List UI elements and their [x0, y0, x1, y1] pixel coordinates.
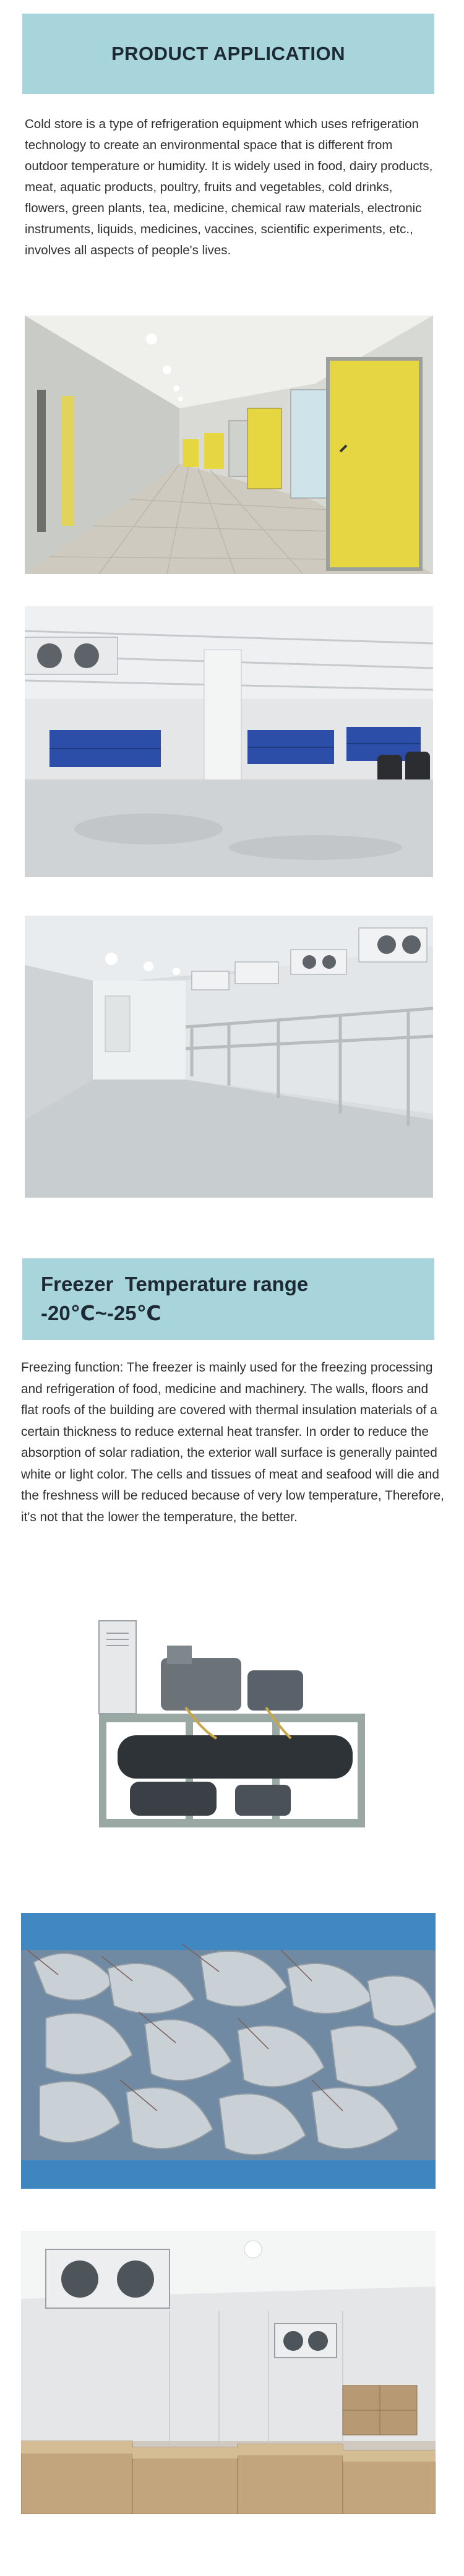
cold-storage-corridor-photo: [25, 316, 433, 574]
freezer-temperature-banner: [22, 1258, 434, 1340]
freezer-temperature-title: Freezer Temperature range: [41, 1273, 309, 1295]
condensing-unit-photo: [93, 1615, 377, 1841]
cold-store-description: Cold store is a type of refrigeration equipment which uses refrigeration technology to create an environmental space that is different from outdoor temperature or humidity. It is widely used in food, dairy products, meat, aquatic products, poultry, fruits and vegetables, cold drinks, flowers, green plants, tea, medicine, chemical raw materials, electronic instruments, liquids, medicines, vaccines, scientific experiments, etc., involves all aspects of people's lives.: [25, 117, 433, 257]
cold-room-cartons-photo: [21, 2231, 436, 2514]
freezing-function-description: Freezing function: The freezer is mainly used for the freezing processing and refrigeration of food, medicine and machinery. The walls, floors and flat roofs of the building are covered with thermal insulation materials of a certain thickness to reduce external heat transfer. In order to reduce the absorption of solar radiation, the exterior wall surface is generally painted white or light color. The cells and tissues of meat and seafood will die and the freshness will be reduced because of very low temperature, Therefore, it's not that the lower the temperature, the better.: [21, 1360, 444, 1524]
freezer-temperature-range: -20℃~-25℃: [41, 1302, 161, 1324]
empty-cold-room-photo: [25, 916, 433, 1198]
warehouse-blue-crates-photo: [25, 606, 433, 877]
product-application-title: PRODUCT APPLICATION: [111, 43, 346, 64]
product-application-banner: [22, 14, 434, 94]
frozen-shrimp-photo: [21, 1913, 436, 2189]
